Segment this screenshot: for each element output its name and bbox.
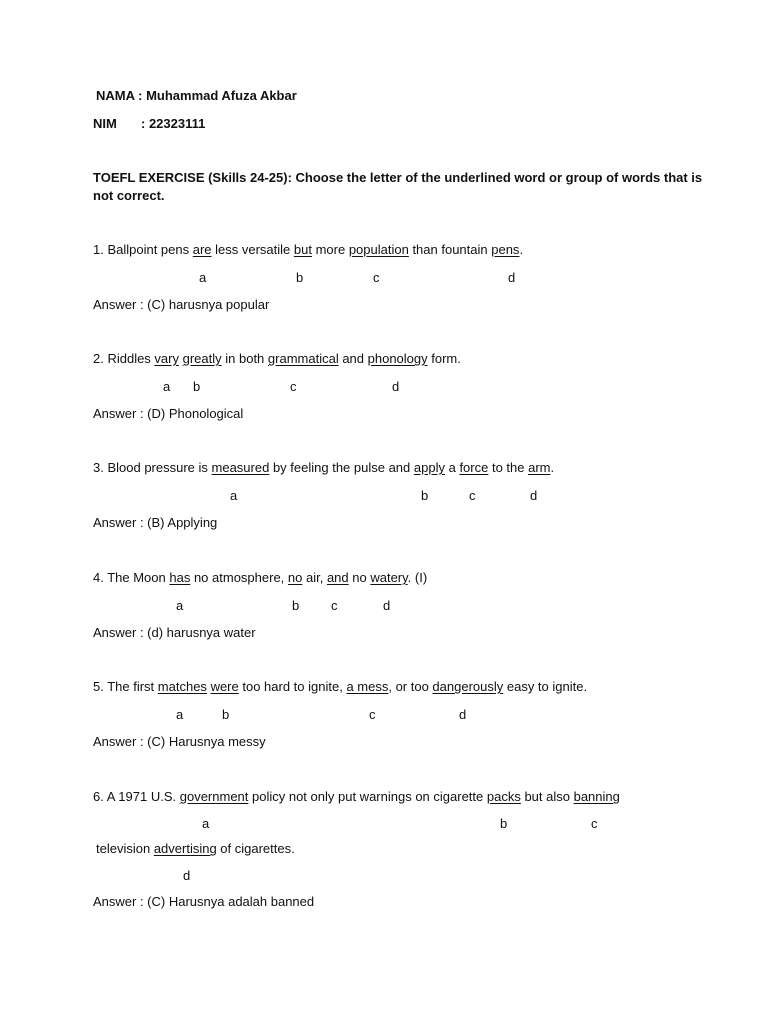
question-5-sentence: 5. The first matches were too hard to ignite, a mess, or too dangerously easy to ignite. [93, 679, 588, 694]
option-letter-d: d [183, 868, 191, 883]
underlined-option-b: greatly [182, 351, 222, 366]
option-letter-b: b [421, 488, 429, 503]
underlined-option-a: matches [157, 679, 207, 694]
underlined-option-d: phonology [367, 351, 428, 366]
underlined-option-c: grammatical [267, 351, 339, 366]
underlined-option-b: but [293, 242, 312, 257]
underlined-option-d: watery [370, 570, 408, 585]
underlined-option-a: are [192, 242, 212, 257]
option-letter-a: a [163, 379, 171, 394]
option-letter-b: b [500, 816, 508, 831]
option-letter-b: b [296, 270, 304, 285]
option-letter-c: c [373, 270, 380, 285]
underlined-option-c: force [459, 460, 489, 475]
instruction-line-1: TOEFL EXERCISE (Skills 24-25): Choose the letter of the underlined word or group of words that is [93, 170, 703, 185]
option-letter-a: a [176, 598, 184, 613]
option-letter-c: c [331, 598, 338, 613]
option-letter-a: a [199, 270, 207, 285]
answer-4: Answer : (d) harusnya water [93, 625, 256, 640]
underlined-option-c: banning [573, 789, 620, 804]
option-letter-c: c [290, 379, 297, 394]
option-letter-d: d [392, 379, 400, 394]
answer-1: Answer : (C) harusnya popular [93, 297, 270, 312]
question-3-sentence: 3. Blood pressure is measured by feeling the pulse and apply a force to the arm. [93, 460, 555, 475]
question-2-sentence: 2. Riddles vary greatly in both grammatical and phonology form. [93, 351, 461, 366]
option-letter-a: a [202, 816, 210, 831]
option-letter-c: c [591, 816, 598, 831]
option-letter-b: b [292, 598, 300, 613]
underlined-option-a: government [179, 789, 249, 804]
option-letter-d: d [383, 598, 391, 613]
answer-2: Answer : (D) Phonological [93, 406, 244, 421]
answer-5: Answer : (C) Harusnya messy [93, 734, 266, 749]
underlined-option-d: arm [528, 460, 551, 475]
option-letter-b: b [222, 707, 230, 722]
question-4-sentence: 4. The Moon has no atmosphere, no air, and no watery. (I) [93, 570, 428, 585]
underlined-option-b: packs [486, 789, 521, 804]
underlined-option-c: population [348, 242, 409, 257]
name-line: NAMA : Muhammad Afuza Akbar [96, 88, 297, 103]
underlined-option-a: has [169, 570, 191, 585]
option-letter-a: a [176, 707, 184, 722]
underlined-option-b: no [287, 570, 303, 585]
instruction-line-2: not correct. [93, 188, 165, 203]
underlined-option-b: apply [413, 460, 445, 475]
option-letter-c: c [469, 488, 476, 503]
option-letter-d: d [459, 707, 467, 722]
option-letter-d: d [530, 488, 538, 503]
underlined-option-b: were [210, 679, 239, 694]
nim-value: : 22323111 [141, 116, 206, 131]
underlined-option-c: a mess [346, 679, 389, 694]
underlined-option-a: vary [154, 351, 179, 366]
underlined-option-d: advertising [153, 841, 217, 856]
underlined-option-d: dangerously [432, 679, 504, 694]
question-1-sentence: 1. Ballpoint pens are less versatile but more population than fountain pens. [93, 242, 524, 257]
answer-3: Answer : (B) Applying [93, 515, 218, 530]
underlined-option-a: measured [211, 460, 270, 475]
option-letter-c: c [369, 707, 376, 722]
option-letter-d: d [508, 270, 516, 285]
underlined-option-c: and [326, 570, 349, 585]
underlined-option-d: pens [491, 242, 520, 257]
nim-label: NIM [93, 116, 117, 131]
answer-6: Answer : (C) Harusnya adalah banned [93, 894, 315, 909]
question-6-continuation: television advertising of cigarettes. [96, 841, 295, 856]
option-letter-a: a [230, 488, 238, 503]
option-letter-b: b [193, 379, 201, 394]
question-6-sentence: 6. A 1971 U.S. government policy not only put warnings on cigarette packs but also banning [93, 789, 620, 804]
